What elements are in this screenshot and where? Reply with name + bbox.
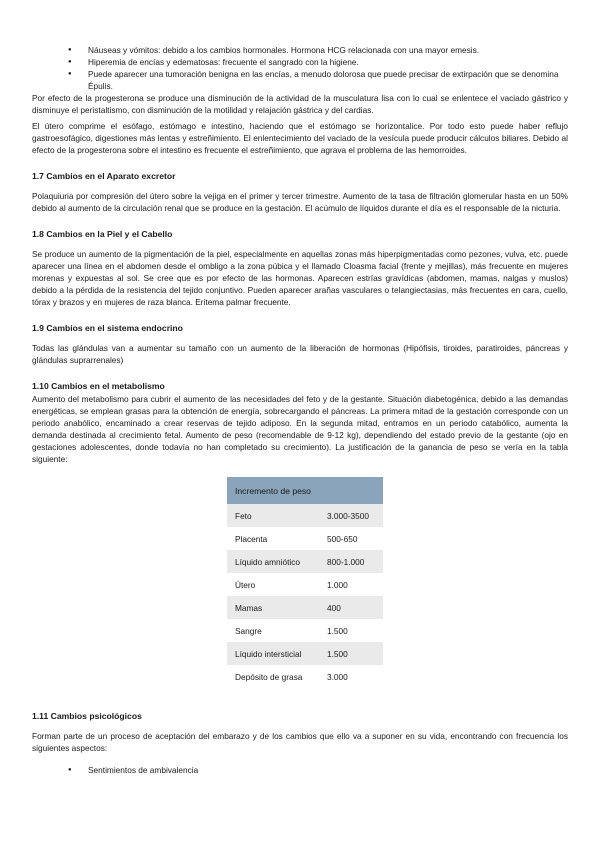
row-value: 500-650 (319, 527, 383, 550)
row-label: Depósito de grasa (227, 665, 319, 688)
section-piel (32, 228, 568, 308)
row-label: Feto (227, 504, 319, 527)
weight-gain-table (227, 477, 383, 688)
table-row (227, 527, 383, 550)
section-text: Forman parte de un proceso de aceptación del embarazo y de los cambios que ello va a suponer en su vida, encontrando con frecuencia los siguientes aspectos: (32, 731, 568, 753)
row-value: 3.000 (319, 665, 383, 688)
section-psicologicos (32, 710, 568, 776)
bullet-item: ● Puede aparecer una tumoración benigna en las encías, a menudo dolorosa que puede precisar de extirpación que se denomina Épulis. (32, 68, 568, 92)
section-text: Aumento del metabolismo para cubrir el aumento de las necesidades del feto y de la gestante. Situación diabetogénica, debido a las demandas energéticas, se emplean grasas para la obtención de energía, sobrecargando el páncreas. La primera mitad de la gestación corresponde con un periodo anabólico, encaminado a crear reservas de tejido adiposo. En la segunda mitad, entramos en un periodo catabólico, aumenta la demanda destinada al crecimiento fetal. Aumento de peso (recomendable de 9-12 kg), dependiendo del estado previo de la gestante (ojo en gestaciones adolescentes, donde todavía no han completado su crecimiento). La justificación de la ganancia de peso se vería en la tabla siguiente: (32, 394, 568, 464)
section-metabolismo (32, 380, 568, 465)
table-header: Incremento de peso (227, 477, 383, 504)
table-row (227, 596, 383, 619)
row-label: Líquido amniótico (227, 550, 319, 573)
section-heading: 1.9 Cambios en el sistema endocrino (32, 323, 183, 333)
intro-bullet-list (32, 44, 568, 92)
row-label: Sangre (227, 619, 319, 642)
section-endocrino (32, 322, 568, 366)
paragraph-progesterona: Por efecto de la progesterona se produce una disminución de la actividad de la musculatura lisa con lo cual se enlentece el vaciado gástrico y disminuye el peristaltismo, con disminución de la motilidad y relajación gástrica y del cardias. (32, 93, 568, 115)
document-page (32, 44, 568, 776)
row-value: 1.500 (319, 619, 383, 642)
section-heading: 1.8 Cambios en la Piel y el Cabello (32, 229, 173, 239)
table-row (227, 619, 383, 642)
row-label: Placenta (227, 527, 319, 550)
psych-bullet-list (32, 764, 568, 776)
row-label: Mamas (227, 596, 319, 619)
row-value: 400 (319, 596, 383, 619)
table-row (227, 573, 383, 596)
table-row (227, 550, 383, 573)
section-heading: 1.11 Cambios psicológicos (32, 711, 142, 721)
section-text: Se produce un aumento de la pigmentación de la piel, especialmente en aquellas zonas más hiperpigmentadas como pezones, vulva, etc. puede aparecer una línea en el abdomen desde el ombligo a la zona púbica y el llamado Cloasma facial (frente y mejillas), más frecuente en mujeres morenas y expuestas al sol. Se cree que es por efecto de las hormonas. Aparecen estrías gravídicas (abdomen, mamas, nalgas y muslos) debido a la pérdida de la resistencia del tejido conjuntivo. Pueden aparecer arañas vasculares o telangiectasias, más frecuentes en cara, cuello, tórax y brazos y en mujeres de raza blanca. Eritema palmar frecuente. (32, 249, 568, 307)
bullet-item: ● Hiperemia de encías y edematosas: frecuente el sangrado con la higiene. (32, 56, 568, 68)
table-row (227, 665, 383, 688)
bullet-item: ● Sentimientos de ambivalencia (32, 764, 568, 776)
row-label: Líquido intersticial (227, 642, 319, 665)
table-row (227, 642, 383, 665)
row-label: Útero (227, 573, 319, 596)
section-heading: 1.7 Cambios en el Aparato excretor (32, 171, 176, 181)
section-heading: 1.10 Cambios en el metabolismo (32, 381, 165, 391)
row-value: 800-1.000 (319, 550, 383, 573)
row-value: 1.500 (319, 642, 383, 665)
table-row (227, 504, 383, 527)
row-value: 1.000 (319, 573, 383, 596)
bullet-item: ● Náuseas y vómitos: debido a los cambios hormonales. Hormona HCG relacionada con una mayor emesis. (32, 44, 568, 56)
section-excretor (32, 170, 568, 214)
section-text: Todas las glándulas van a aumentar su tamaño con un aumento de la liberación de hormonas (Hipófisis, tiroides, paratiroides, páncreas y glándulas suprarrenales) (32, 343, 568, 365)
paragraph-utero: El útero comprime el esófago, estómago e intestino, haciendo que el estómago se horizontalice. Por todo esto puede haber reflujo gastroesofágico, digestiones más lentas y estreñimiento. El enlentecimiento del vaciado de la vesícula puede producir cálculos biliares. Debido al efecto de la progesterona sobre el intestino es frecuente el estreñimiento, que agrava el problema de las hemorroides. (32, 121, 568, 155)
row-value: 3.000-3500 (319, 504, 383, 527)
section-text: Polaquiuria por compresión del útero sobre la vejiga en el primer y tercer trimestre. Aumento de la tasa de filtración glomerular hasta en un 50% debido al aumento de la circulación renal que se produce en la gestación. El acúmulo de líquidos durante el día es el responsable de la nicturia. (32, 191, 568, 213)
